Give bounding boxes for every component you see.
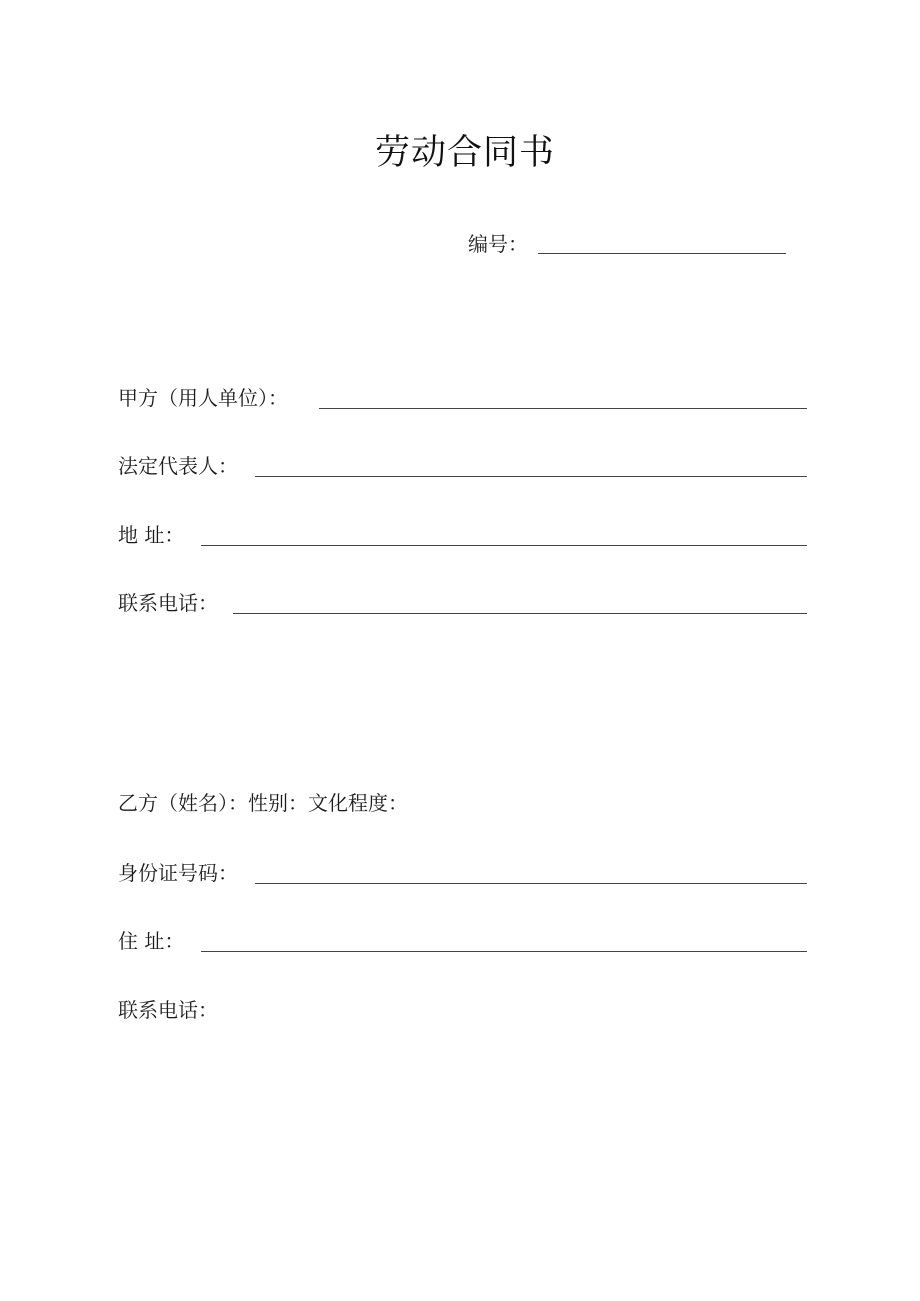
party-b-phone-label: 联系电话：	[118, 998, 218, 1022]
party-a-address-label: 地 址：	[118, 523, 185, 547]
party-b-address-blank-line[interactable]	[201, 951, 807, 952]
document-title: 劳动合同书	[374, 133, 555, 173]
party-a-phone-label: 联系电话：	[118, 591, 218, 615]
party-a-phone-blank-line[interactable]	[233, 613, 807, 614]
party-b-name-field	[118, 786, 807, 820]
party-a-employer-blank-line[interactable]	[319, 408, 807, 409]
party-b-id-field	[118, 856, 807, 890]
party-b-phone-field	[118, 993, 807, 1027]
serial-number-label: 编号：	[468, 232, 528, 256]
party-a-phone-field	[118, 586, 807, 620]
party-a-address-field	[118, 518, 807, 552]
party-a-legal-rep-field	[118, 449, 807, 483]
party-a-legal-rep-blank-line[interactable]	[255, 476, 807, 477]
party-a-employer-field	[118, 381, 807, 415]
party-b-id-label: 身份证号码：	[118, 861, 238, 885]
party-b-address-label: 住 址：	[118, 929, 185, 953]
party-a-employer-label: 甲方（用人单位）：	[118, 386, 288, 410]
serial-number-blank-line[interactable]	[538, 253, 786, 254]
party-a-legal-rep-label: 法定代表人：	[118, 454, 238, 478]
serial-number-field	[468, 229, 788, 259]
party-b-address-field	[118, 924, 807, 958]
party-b-name-label: 乙方（姓名）：性别：文化程度：	[118, 791, 408, 815]
party-a-address-blank-line[interactable]	[201, 545, 807, 546]
party-b-id-blank-line[interactable]	[255, 883, 807, 884]
